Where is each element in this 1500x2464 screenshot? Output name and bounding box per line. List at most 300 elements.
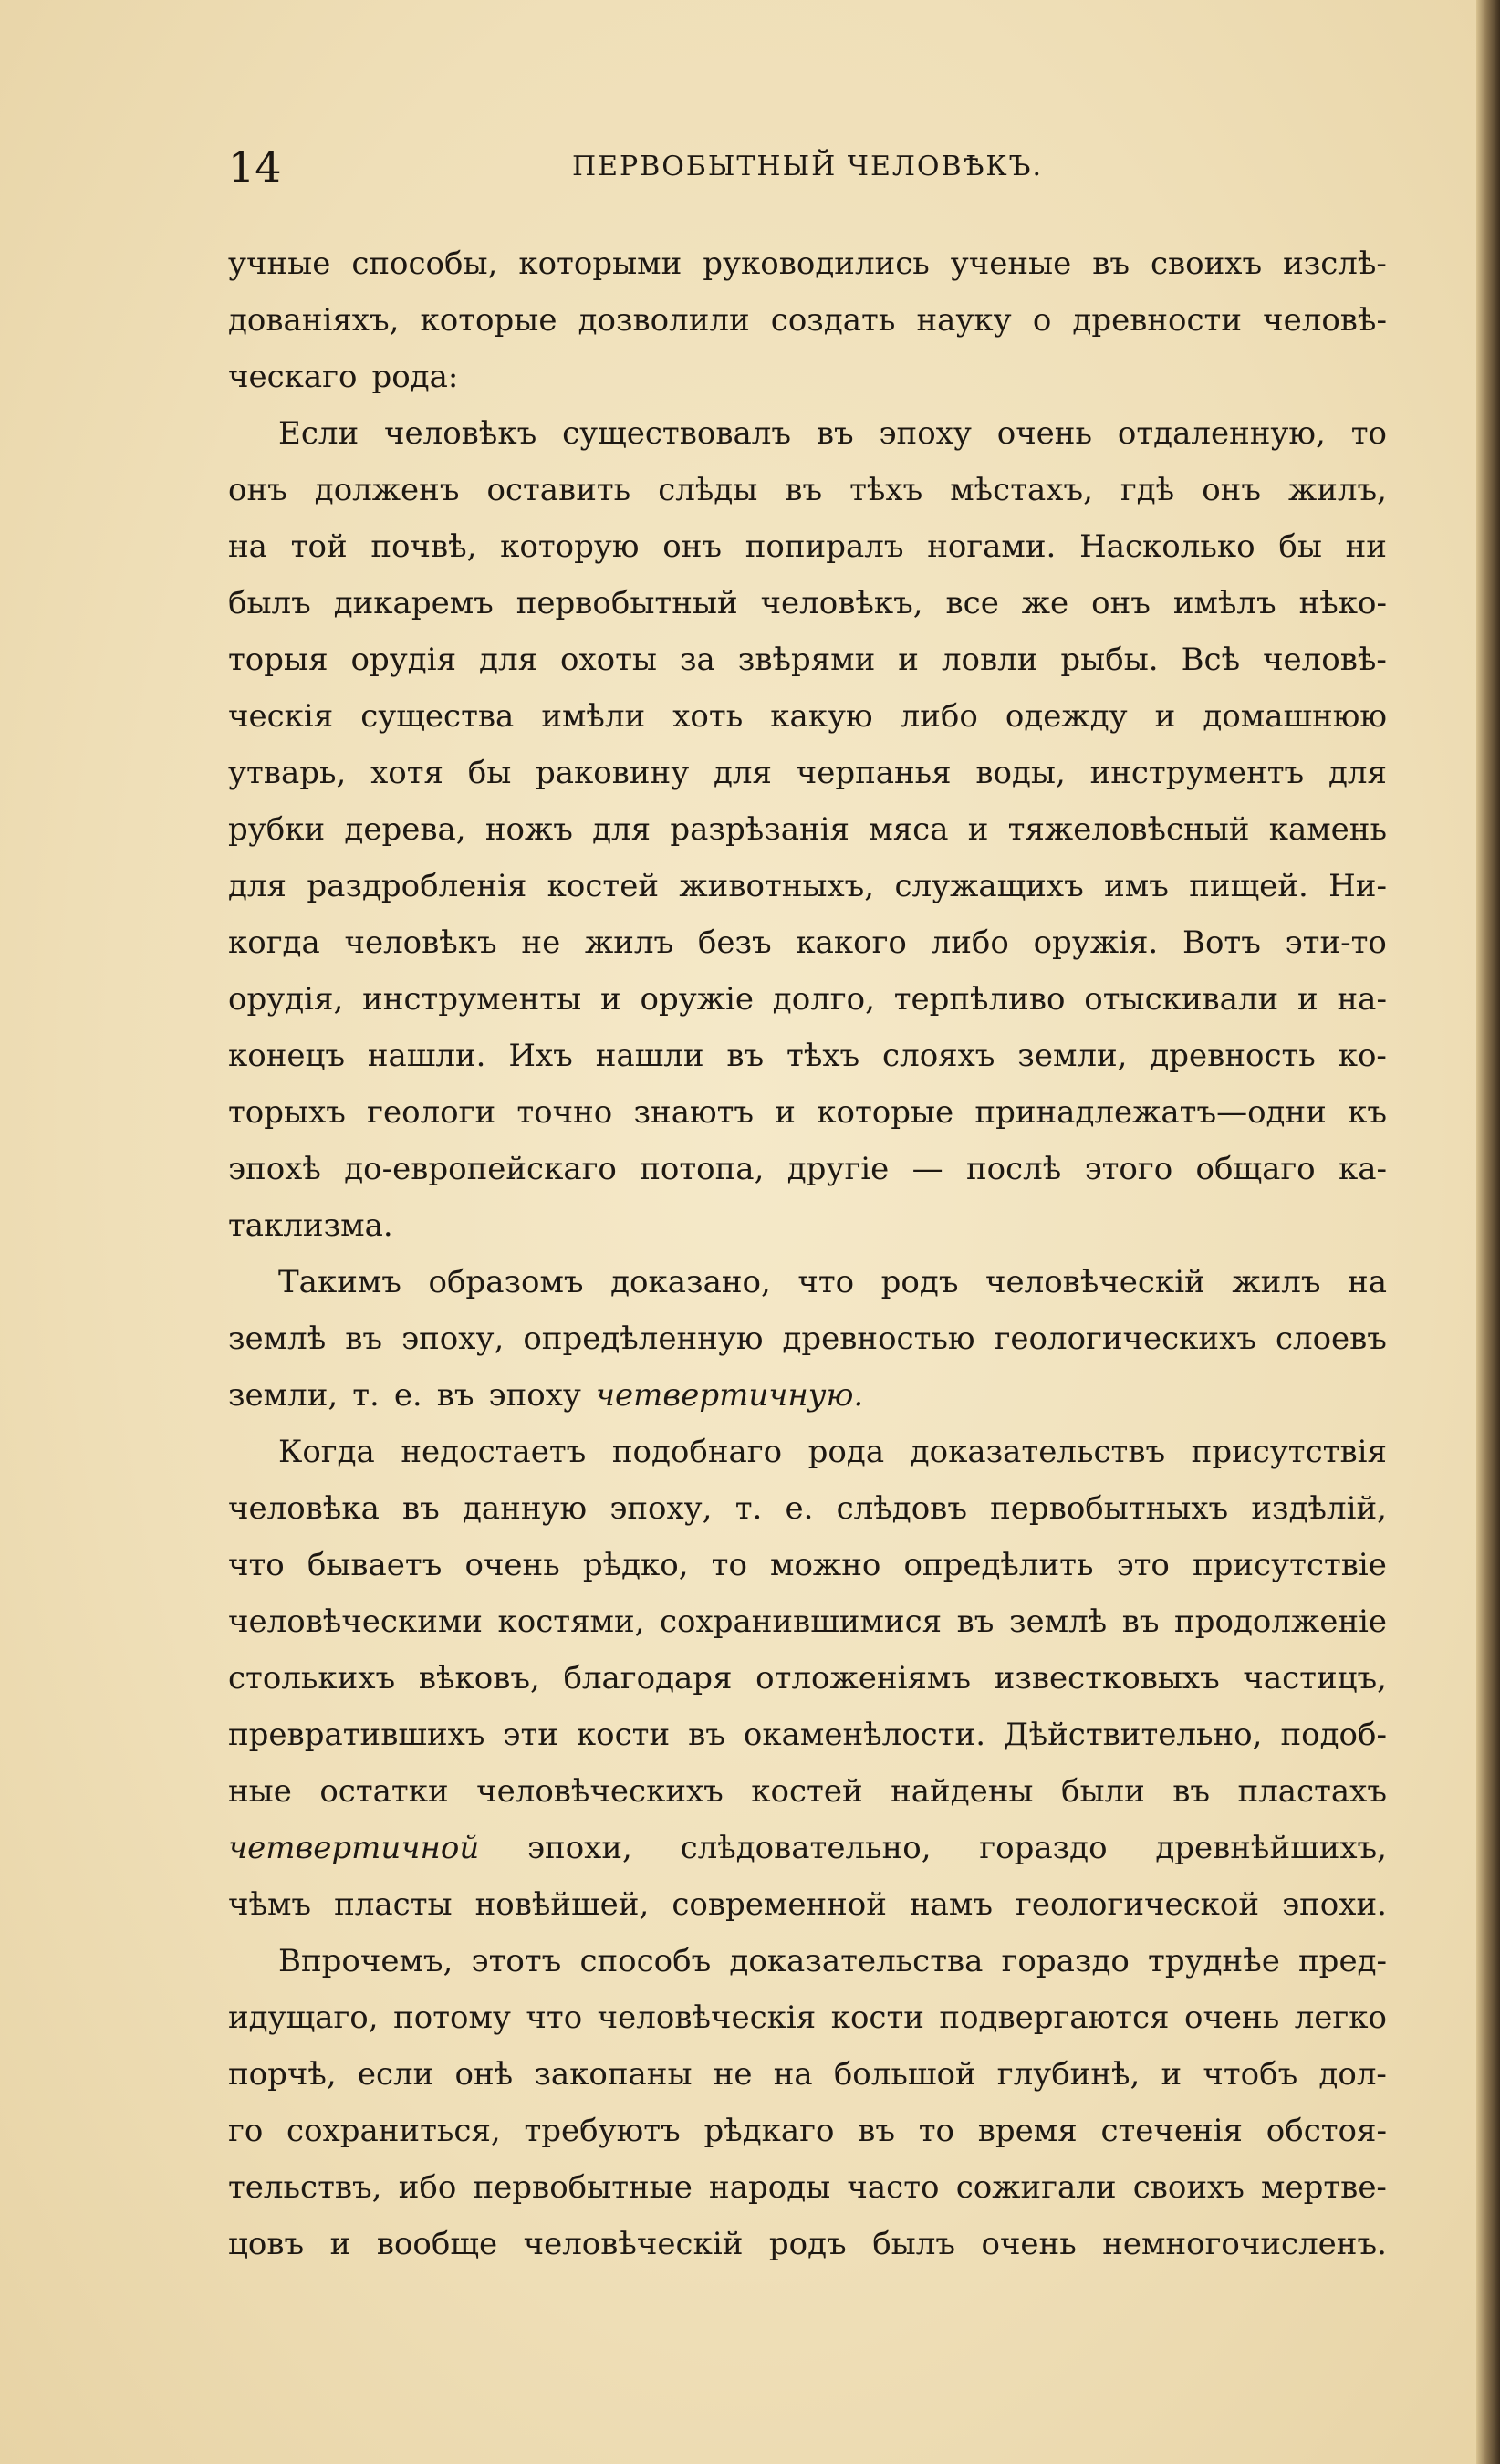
- word: ни: [1345, 528, 1387, 565]
- text-line: [228, 2046, 1387, 2103]
- text-line: [228, 2159, 1387, 2216]
- word: присутствіе: [1193, 1547, 1387, 1583]
- word: костями,: [497, 1603, 645, 1640]
- word: дованіяхъ,: [228, 302, 400, 339]
- text-line: [228, 914, 1387, 971]
- word: былъ: [228, 585, 311, 621]
- word: доказано,: [610, 1264, 771, 1300]
- word: той: [290, 528, 348, 565]
- word: вообще: [376, 2226, 498, 2262]
- word: и: [1154, 698, 1176, 735]
- word: оставить: [486, 472, 631, 508]
- word: охоты: [560, 642, 657, 678]
- word: чѣмъ: [228, 1886, 312, 1923]
- word: для: [592, 811, 651, 848]
- text-line: [228, 1820, 1387, 1876]
- word: человѣ-: [1263, 642, 1387, 678]
- word: известковыхъ: [994, 1660, 1220, 1697]
- word: точно: [516, 1094, 613, 1131]
- word: общаго: [1195, 1151, 1316, 1187]
- word: древнѣйшихъ,: [1155, 1830, 1387, 1866]
- word: гораздо: [979, 1830, 1108, 1866]
- word: орудія,: [228, 981, 344, 1018]
- word: не: [713, 2056, 753, 2093]
- word: человѣческихъ: [476, 1773, 724, 1810]
- word: создать: [770, 302, 896, 339]
- word: опредѣленную: [523, 1321, 764, 1357]
- word: кости: [576, 1717, 671, 1753]
- word: сожигали: [955, 2169, 1117, 2206]
- word: слояхъ: [882, 1038, 995, 1074]
- word: и: [898, 642, 919, 678]
- word: имѣли: [541, 698, 646, 735]
- word: тѣхъ: [786, 1038, 860, 1074]
- word: родъ: [768, 2226, 847, 2262]
- word: руководились: [703, 245, 930, 282]
- text-line: [228, 971, 1387, 1028]
- word: потому: [393, 1999, 511, 2036]
- word: либо: [900, 698, 978, 735]
- word: пласты: [334, 1886, 453, 1923]
- word: существовалъ: [562, 415, 791, 452]
- word: за: [679, 642, 715, 678]
- word: остатки: [319, 1773, 449, 1810]
- word: онъ: [1091, 585, 1151, 621]
- word: доказательствъ: [910, 1434, 1166, 1470]
- word: для: [228, 868, 286, 904]
- word: онѣ: [454, 2056, 514, 2093]
- word: въ: [785, 472, 823, 508]
- word: инструментъ: [1089, 755, 1305, 791]
- page-header: [228, 135, 1387, 199]
- word: эпоху,: [609, 1490, 713, 1527]
- word: человѣка: [228, 1490, 380, 1527]
- word: очень: [464, 1547, 560, 1583]
- word: одежду: [1005, 698, 1128, 735]
- word: сохранившимися: [660, 1603, 943, 1640]
- word: пластахъ: [1237, 1773, 1387, 1810]
- text-line: [228, 1933, 1387, 1989]
- word: въ: [436, 1377, 474, 1414]
- word: были: [1060, 1773, 1145, 1810]
- word: подвергаются: [939, 1999, 1170, 2036]
- word: дозволили: [578, 302, 750, 339]
- text-line: [228, 1084, 1387, 1141]
- word: продолженіе: [1174, 1603, 1387, 1640]
- book-spine-edge: [1476, 0, 1500, 2464]
- word: кости: [830, 1999, 924, 2036]
- text-line: [228, 1310, 1387, 1367]
- word: животныхъ,: [679, 868, 875, 904]
- word: найдены: [891, 1773, 1034, 1810]
- word: дол-: [1318, 2056, 1387, 2093]
- word: торыя: [228, 642, 328, 678]
- text-line: [228, 1707, 1387, 1763]
- word: въ: [956, 1603, 995, 1640]
- word: служащихъ: [894, 868, 1084, 904]
- word: цовъ: [228, 2226, 305, 2262]
- word: ческія: [228, 698, 334, 735]
- word: большой: [833, 2056, 976, 2093]
- word: звѣрями: [737, 642, 876, 678]
- word: костей: [751, 1773, 863, 1810]
- word: учные: [228, 245, 331, 282]
- word: что: [228, 1547, 285, 1583]
- word: бы: [1278, 528, 1322, 565]
- word: въ: [858, 2113, 895, 2149]
- word: превратившихъ: [228, 1717, 485, 1753]
- text-line: [228, 688, 1387, 745]
- word: орудія: [350, 642, 457, 678]
- word: народы: [709, 2169, 831, 2206]
- word: рѣдко,: [582, 1547, 689, 1583]
- word: раковину: [536, 755, 690, 791]
- word: человѣкъ,: [760, 585, 923, 621]
- word: если: [357, 2056, 434, 2093]
- word: отдаленную,: [1117, 415, 1326, 452]
- word: пищей.: [1189, 868, 1308, 904]
- word: древности: [1072, 302, 1243, 339]
- word: ловли: [941, 642, 1038, 678]
- word: современной: [672, 1886, 887, 1923]
- word: въ: [1121, 1603, 1160, 1640]
- text-line: [228, 1876, 1387, 1933]
- text-line: [228, 1480, 1387, 1537]
- word: четвертичной: [228, 1830, 480, 1866]
- word: издѣлій,: [1251, 1490, 1387, 1527]
- text-line: [228, 858, 1387, 914]
- word: древностью: [782, 1321, 975, 1357]
- text-line: [228, 801, 1387, 858]
- word: долго,: [772, 981, 875, 1018]
- running-title: ПЕРВОБЫТНЫЙ ЧЕЛОВѢКЪ.: [571, 151, 1044, 183]
- word: черпанья: [796, 755, 952, 791]
- word: своихъ: [1150, 245, 1263, 282]
- word: землѣ: [1008, 1603, 1108, 1640]
- body-text: [228, 235, 1387, 2272]
- word: ножъ: [484, 811, 573, 848]
- word: и: [1161, 2056, 1182, 2093]
- word: Дѣйствительно,: [1004, 1717, 1263, 1753]
- word: слѣды: [658, 472, 758, 508]
- word: способъ: [579, 1943, 712, 1979]
- text-line: [228, 1197, 1387, 1254]
- word: рыбы.: [1060, 642, 1159, 678]
- word: утварь,: [228, 755, 347, 791]
- word: идущаго,: [228, 1999, 379, 2036]
- word: на-: [1337, 981, 1387, 1018]
- text-line: [228, 1028, 1387, 1084]
- word: и: [1297, 981, 1318, 1018]
- word: слоевъ: [1275, 1321, 1387, 1357]
- word: либо: [931, 924, 1009, 961]
- word: которыми: [518, 245, 682, 282]
- word: какую: [770, 698, 873, 735]
- word: оружія.: [1033, 924, 1159, 961]
- word: —: [911, 1151, 943, 1187]
- word: Впрочемъ,: [278, 1943, 453, 1979]
- word: благодаря: [563, 1660, 733, 1697]
- word: го: [228, 2113, 264, 2149]
- word: гдѣ: [1120, 472, 1175, 508]
- text-line: [228, 349, 1387, 405]
- word: чтобъ: [1203, 2056, 1298, 2093]
- word: и: [599, 981, 621, 1018]
- word: легко: [1294, 1999, 1387, 2036]
- word: сохраниться,: [286, 2113, 501, 2149]
- word: этого: [1084, 1151, 1173, 1187]
- text-line: [228, 462, 1387, 518]
- word: пред-: [1298, 1943, 1387, 1979]
- word: и: [967, 811, 989, 848]
- word: торыхъ: [228, 1094, 346, 1131]
- word: же: [1021, 585, 1069, 621]
- word: т.: [352, 1377, 380, 1414]
- word: первобытные: [473, 2169, 693, 2206]
- word: человѣческій: [523, 2226, 744, 2262]
- text-line: [228, 1141, 1387, 1197]
- word: своихъ: [1132, 2169, 1245, 2206]
- text-line: [228, 632, 1387, 688]
- text-line: [228, 1763, 1387, 1820]
- word: на: [773, 2056, 813, 2093]
- word: человѣческими: [228, 1603, 483, 1640]
- word: требуютъ: [524, 2113, 681, 2149]
- word: время: [977, 2113, 1078, 2149]
- word: новѣйшей,: [474, 1886, 650, 1923]
- text-line: [228, 292, 1387, 349]
- word: окаменѣлости.: [743, 1717, 986, 1753]
- text-line: [228, 1424, 1387, 1480]
- word: эпохи.: [1282, 1886, 1387, 1923]
- word: намъ: [909, 1886, 993, 1923]
- word: эпоху: [488, 1377, 581, 1414]
- word: ногами.: [927, 528, 1057, 565]
- text-line: [228, 1537, 1387, 1593]
- word: и: [329, 2226, 351, 2262]
- word: разрѣзанія: [670, 811, 850, 848]
- word: рѣдкаго: [703, 2113, 835, 2149]
- word: для: [713, 755, 772, 791]
- text-line: [228, 1989, 1387, 2046]
- text-line: [228, 1367, 1387, 1424]
- text-line: [228, 2216, 1387, 2272]
- text-line: [228, 575, 1387, 632]
- word: когда: [228, 924, 320, 961]
- word: часто: [847, 2169, 940, 2206]
- word: геологическихъ: [994, 1321, 1256, 1357]
- word: отложеніямъ: [755, 1660, 971, 1697]
- word: мертве-: [1261, 2169, 1387, 2206]
- word: попиралъ: [745, 528, 904, 565]
- word: въ: [345, 1321, 383, 1357]
- word: глубинѣ,: [996, 2056, 1141, 2093]
- word: то: [1350, 415, 1387, 452]
- word: первобытный: [516, 585, 738, 621]
- word: данную: [463, 1490, 588, 1527]
- word: человѣ-: [1263, 302, 1387, 339]
- word: жилъ,: [1287, 472, 1387, 508]
- word: эпоху,: [401, 1321, 505, 1357]
- text-line: [228, 1650, 1387, 1707]
- word: то: [918, 2113, 955, 2149]
- word: которые: [420, 302, 557, 339]
- word: Ихъ: [508, 1038, 573, 1074]
- word: т.: [734, 1490, 763, 1527]
- word: костей: [547, 868, 660, 904]
- page-number: 14: [228, 142, 282, 192]
- word: что: [526, 1999, 583, 2036]
- word: эпоху: [879, 415, 972, 452]
- word: ные: [228, 1773, 292, 1810]
- word: для: [479, 642, 538, 678]
- word: въ: [1172, 1773, 1211, 1810]
- word: порчѣ,: [228, 2056, 337, 2093]
- word: онъ: [1202, 472, 1261, 508]
- word: какого: [796, 924, 907, 961]
- word: на: [228, 528, 267, 565]
- word: можно: [770, 1547, 881, 1583]
- word: жилъ: [584, 924, 674, 961]
- word: эти-то: [1285, 924, 1387, 961]
- word: человѣческій: [985, 1264, 1205, 1300]
- word: онъ: [228, 472, 287, 508]
- word: изслѣ-: [1283, 245, 1387, 282]
- word: въ: [688, 1717, 725, 1753]
- word: Вотъ: [1182, 924, 1261, 961]
- word: четвертичную.: [595, 1377, 864, 1414]
- word: мяса: [869, 811, 949, 848]
- word: къ: [1348, 1094, 1387, 1131]
- word: въ: [816, 415, 854, 452]
- word: это: [1116, 1547, 1170, 1583]
- word: ибо: [398, 2169, 457, 2206]
- word: недостаетъ: [401, 1434, 587, 1470]
- word: геологической: [1016, 1886, 1260, 1923]
- word: эпохи,: [527, 1830, 632, 1866]
- word: ученые: [950, 245, 1072, 282]
- word: Когда: [278, 1434, 375, 1470]
- word: земли,: [1017, 1038, 1128, 1074]
- word: раздробленія: [307, 868, 527, 904]
- word: закопаны: [534, 2056, 693, 2093]
- word: подобнаго: [611, 1434, 783, 1470]
- word: онъ: [662, 528, 723, 565]
- word: на: [1348, 1264, 1387, 1300]
- word: бываетъ: [307, 1547, 443, 1583]
- word: въ: [726, 1038, 765, 1074]
- word: очень: [1183, 1999, 1280, 2036]
- word: жилъ: [1232, 1264, 1321, 1300]
- word: таклизма.: [228, 1207, 393, 1244]
- word: нѣко-: [1298, 585, 1387, 621]
- word: человѣкъ: [344, 924, 497, 961]
- word: родъ: [880, 1264, 959, 1300]
- word: не: [521, 924, 561, 961]
- word: хоть: [672, 698, 744, 735]
- word: е.: [393, 1377, 422, 1414]
- word: принадлежатъ—одни: [974, 1094, 1327, 1131]
- word: эти: [503, 1717, 558, 1753]
- word: ко-: [1338, 1038, 1387, 1074]
- word: камень: [1268, 811, 1387, 848]
- word: очень: [981, 2226, 1077, 2262]
- word: слѣдовательно,: [680, 1830, 932, 1866]
- word: присутствія: [1191, 1434, 1387, 1470]
- text-line: [228, 518, 1387, 575]
- word: мѣстахъ,: [950, 472, 1093, 508]
- word: домашнюю: [1203, 698, 1387, 735]
- word: о: [1032, 302, 1052, 339]
- word: терпѣливо: [893, 981, 1066, 1018]
- word: потопа,: [640, 1151, 765, 1187]
- word: рода:: [371, 359, 459, 395]
- text-line: [228, 235, 1387, 292]
- word: другіе: [786, 1151, 890, 1187]
- word: землѣ: [228, 1321, 327, 1357]
- word: хотя: [370, 755, 443, 791]
- word: гораздо: [1001, 1943, 1130, 1979]
- word: столькихъ: [228, 1660, 396, 1697]
- word: инструменты: [362, 981, 582, 1018]
- word: человѣческія: [597, 1999, 817, 2036]
- word: слѣдовъ: [836, 1490, 967, 1527]
- word: Если: [278, 415, 359, 452]
- text-line: [228, 2103, 1387, 2159]
- word: немногочисленъ.: [1102, 2226, 1387, 2262]
- text-line: [228, 405, 1387, 462]
- word: опредѣлить: [903, 1547, 1094, 1583]
- word: знаютъ: [633, 1094, 755, 1131]
- word: дикаремъ: [333, 585, 494, 621]
- word: этотъ: [471, 1943, 562, 1979]
- word: нашли: [595, 1038, 704, 1074]
- word: которые: [817, 1094, 954, 1131]
- word: науку: [916, 302, 1012, 339]
- word: е.: [785, 1490, 814, 1527]
- word: эпохѣ: [228, 1151, 321, 1187]
- word: труднѣе: [1148, 1943, 1280, 1979]
- word: все: [945, 585, 999, 621]
- text-line: [228, 1593, 1387, 1650]
- word: тѣхъ: [849, 472, 923, 508]
- word: послѣ: [965, 1151, 1062, 1187]
- word: геологи: [367, 1094, 496, 1131]
- word: имъ: [1104, 868, 1169, 904]
- word: образомъ: [428, 1264, 584, 1300]
- word: Насколько: [1079, 528, 1255, 565]
- word: конецъ: [228, 1038, 345, 1074]
- word: стеченія: [1100, 2113, 1244, 2149]
- word: дерева,: [344, 811, 466, 848]
- word: почвѣ,: [370, 528, 477, 565]
- word: человѣкъ: [384, 415, 537, 452]
- word: до-европейскаго: [344, 1151, 617, 1187]
- word: Такимъ: [278, 1264, 401, 1300]
- word: подоб-: [1280, 1717, 1387, 1753]
- word: воды,: [975, 755, 1066, 791]
- word: тельствъ,: [228, 2169, 382, 2206]
- word: бы: [467, 755, 512, 791]
- word: въ: [402, 1490, 440, 1527]
- word: въ: [1092, 245, 1130, 282]
- word: тяжеловѣсный: [1007, 811, 1250, 848]
- word: былъ: [872, 2226, 955, 2262]
- word: древность: [1150, 1038, 1316, 1074]
- word: имѣлъ: [1172, 585, 1276, 621]
- word: долженъ: [314, 472, 460, 508]
- word: обстоя-: [1266, 2113, 1387, 2149]
